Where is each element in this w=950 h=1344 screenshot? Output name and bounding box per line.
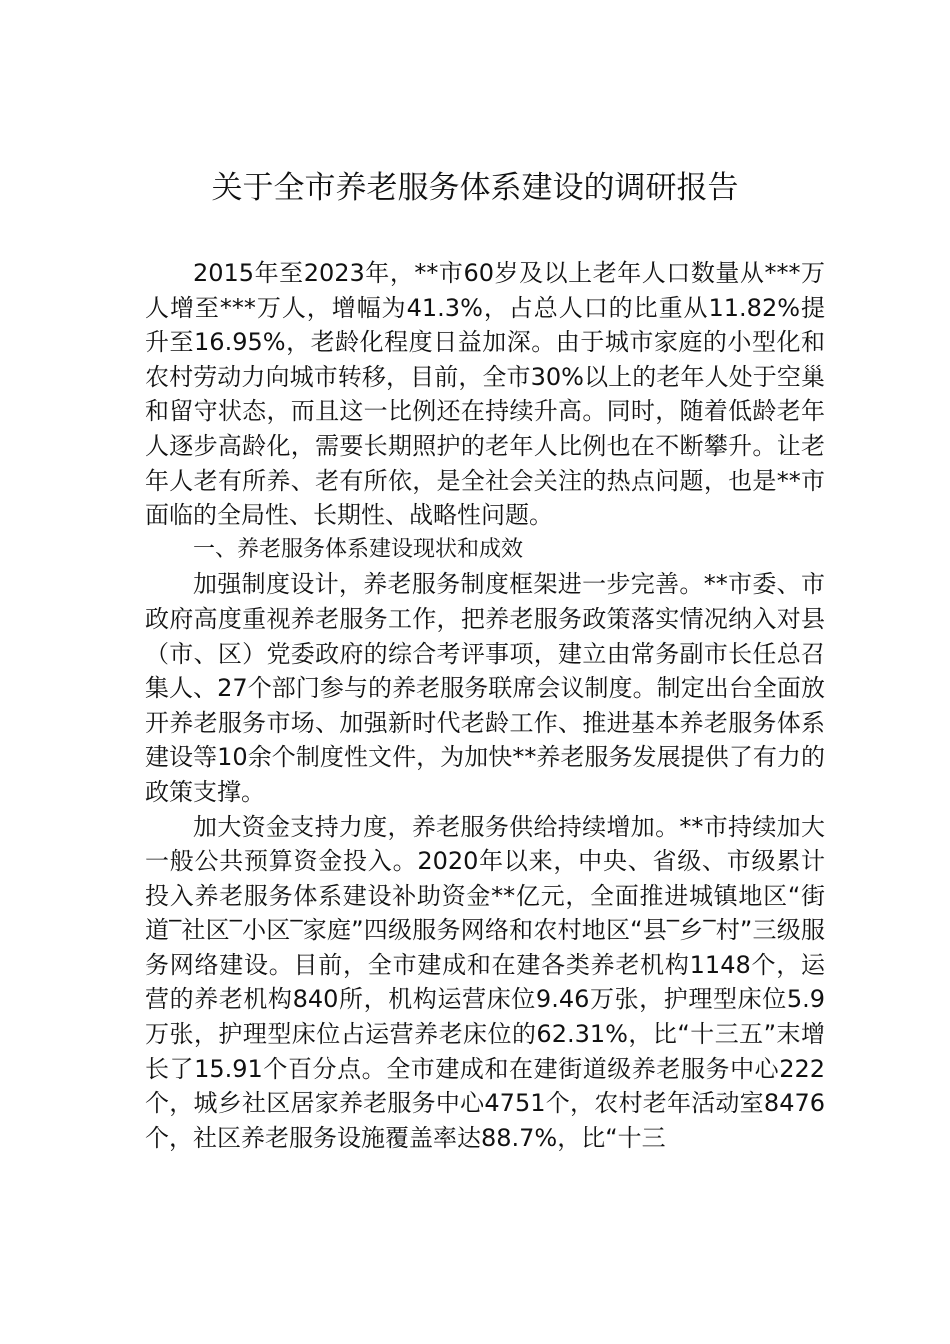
funding-paragraph: 加大资金支持力度，养老服务供给持续增加。**市持续加大一般公共预算资金投入。2020年以来，中央、省级、市级累计投入养老服务体系建设补助资金**亿元，全面推进城镇地区“街道‾社区‾小区‾家庭”四级服务网络和农村地区“县‾乡‾村”三级服务网络建设。目前，全市建成和在建各类养老机构1148个，运营的养老机构840所，机构运营床位9.46万张，护理型床位5.9万张，护理型床位占运营养老床位的62.31%，比“十三五”末增长了15.91个百分点。全市建成和在建街道级养老服务中心222个，城乡社区居家养老服务中心4751个，农村老年活动室8476个，社区养老服务设施覆盖率达88.7%，比“十三 [145,812,825,1152]
section-heading-1: 一、养老服务体系建设现状和成效 [193,536,524,562]
document-body [145,256,825,1155]
document-title: 关于全市养老服务体系建设的调研报告 [211,170,739,206]
system-design-paragraph: 加强制度设计，养老服务制度框架进一步完善。**市委、市政府高度重视养老服务工作，把养老服务政策落实情况纳入对县（市、区）党委政府的综合考评事项，建立由常务副市长任总召集人、27个部门参与的养老服务联席会议制度。制定出台全面放开养老服务市场、加强新时代老龄工作、推进基本养老服务体系建设等10余个制度性文件，为加快**养老服务发展提供了有力的政策支撑。 [145,570,825,806]
intro-paragraph: 2015年至2023年，**市60岁及以上老年人口数量从***万人增至***万人，增幅为41.3%，占总人口的比重从11.82%提升至16.95%，老龄化程度日益加深。由于城市家庭的小型化和农村劳动力向城市转移，目前，全市30%以上的老年人处于空巢和留守状态，而且这一比例还在持续升高。同时，随着低龄老年人逐步高龄化，需要长期照护的老年人比例也在不断攀升。让老年人老有所养、老有所依，是全社会关注的热点问题，也是**市面临的全局性、长期性、战略性问题。 [145,259,825,530]
